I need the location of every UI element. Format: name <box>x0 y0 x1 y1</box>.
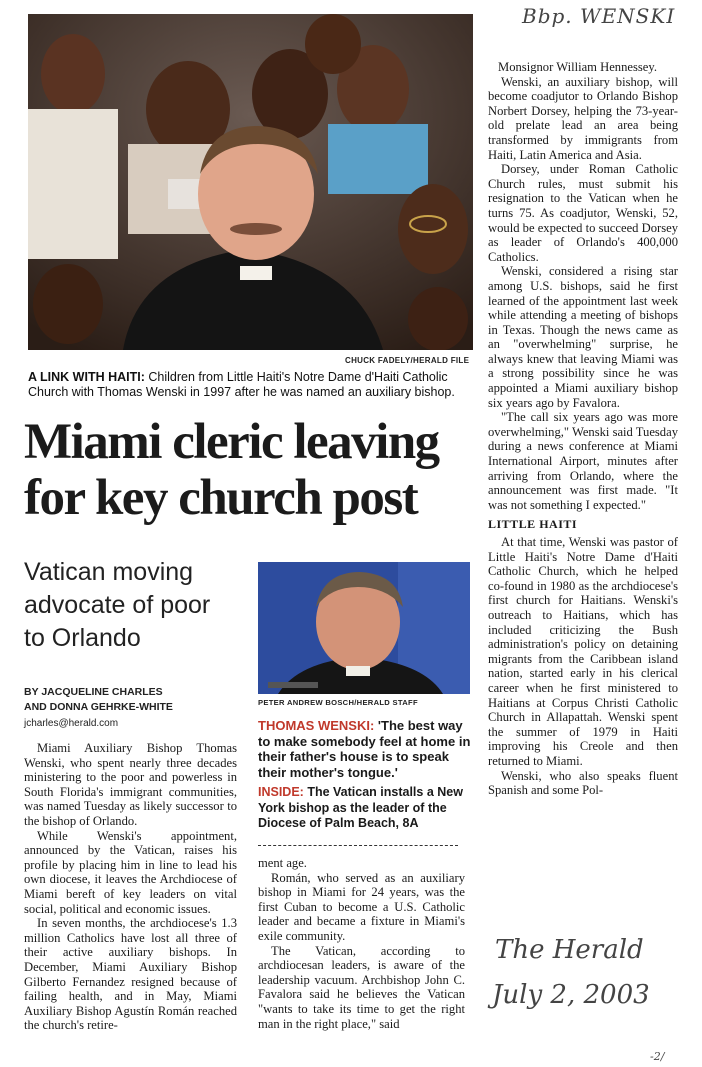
wenski-portrait-illustration <box>258 562 470 694</box>
inside-label: INSIDE: <box>258 785 304 799</box>
pull-quote-text: 'The best way to make somebody feel at home in their father's house is to speak their mother's tongue.' <box>258 718 471 780</box>
handwritten-date: July 2, 2003 <box>492 980 650 1010</box>
paragraph: Wenski, an auxiliary bishop, will become coadjutor to Orlando Bishop Norbert Dorsey, helping the 73-year-old prelate lead an area being transformed by immigrants from Haiti, Latin America and Asia. <box>488 74 678 162</box>
top-photo-credit: CHUCK FADELY/HERALD FILE <box>345 356 470 365</box>
pull-quote-name: THOMAS WENSKI: <box>258 718 375 733</box>
paragraph: Wenski, who also speaks fluent Spanish and some Pol- <box>488 768 678 798</box>
body-column-middle <box>258 856 465 1031</box>
paragraph: Monsignor William Hennessey. <box>498 60 657 74</box>
paragraph: ment age. <box>258 856 307 870</box>
subhead-line-2: advocate of poor <box>24 591 211 619</box>
byline-line-1: BY JACQUELINE CHARLES <box>24 686 163 698</box>
mid-photo-credit: PETER ANDREW BOSCH/HERALD STAFF <box>258 698 418 707</box>
paragraph: While Wenski's appointment, announced by the Vatican, raises his profile by placing him in line to lead his own diocese, it leaves the Archdiocese of Miami bereft of key leaders on vital social, political and economic issues. <box>24 828 237 916</box>
body-column-left <box>24 741 237 1033</box>
children-photo <box>28 14 473 350</box>
subhead-line-1: Vatican moving <box>24 558 194 586</box>
dashed-divider <box>258 845 458 846</box>
inside-note <box>258 785 473 832</box>
paragraph: Dorsey, under Roman Catholic Church rules, must submit his resignation to the Vatican when he turns 75. As coadjutor, Wenski, 52, would be expected to succeed Dorsey as leader of Orlando's 400,000 Catholics. <box>488 162 678 264</box>
headline <box>24 414 439 526</box>
handwritten-top-note: Bbp. WENSKI <box>522 4 676 28</box>
handwritten-newspaper: The Herald <box>495 935 644 965</box>
inside-text: The Vatican installs a New York bishop as the leader of the Diocese of Palm Beach, 8A <box>258 785 463 830</box>
paragraph: Román, who served as an auxiliary bishop in Miami for 24 years, was the first Cuban to become a U.S. Catholic leader and became a fixture in Miami's exile community. <box>258 870 465 943</box>
body-column-right <box>488 60 678 798</box>
headline-line-2: for key church post <box>24 470 418 526</box>
headline-line-1: Miami cleric leaving <box>24 414 439 470</box>
caption-text: Children from Little Haiti's Notre Dame d'Haiti Catholic Church with Thomas Wenski in 1997 after he was named an auxiliary bishop. <box>28 370 455 399</box>
top-photo-caption <box>28 370 474 400</box>
section-heading: LITTLE HAITI <box>488 517 578 532</box>
handwritten-corner-mark: -2/ <box>650 1050 665 1063</box>
byline <box>24 685 173 715</box>
children-photo-illustration <box>28 14 473 350</box>
paragraph: Miami Auxiliary Bishop Thomas Wenski, who spent nearly three decades ministering to the poor and powerless in South Florida's immigrant communities, was named Tuesday as likely successor to the bishop of Orlando. <box>24 741 237 828</box>
wenski-portrait <box>258 562 470 694</box>
subhead-line-3: to Orlando <box>24 624 141 652</box>
paragraph: In seven months, the archdiocese's 1.3 million Catholics have lost all three of their active auxiliary bishops. In December, Miami Auxiliary Bishop Gilberto Fernandez resigned because of failing health, and in May, Miami Auxiliary Bishop Agustín Román reached the church's retire- <box>24 916 237 1033</box>
paragraph: "The call six years ago was more overwhelming," Wenski said Tuesday during a news conference at Miami International Airport, minutes after arriving from Orlando, where the announcement was first made. "It was not something I expected." <box>488 410 678 512</box>
paragraph: At that time, Wenski was pastor of Little Haiti's Notre Dame d'Haiti Catholic Church, which he helped co-found in 1980 as the archdiocese's first church for Haitians. Wenski's outreach to Haitians, which has included criticizing the Bush administration's policy on detaining migrants from the Caribbean island nation, started early in his clerical career when he first ministered to Haitians at Corpus Christi Catholic Church in Allapattah. Wenski spent the summer of 1979 in Haiti improving his Creole and then returned to Miami. <box>488 535 678 768</box>
pull-quote <box>258 718 473 780</box>
subhead <box>24 556 210 655</box>
caption-lead: A LINK WITH HAITI: <box>28 370 145 384</box>
paragraph: Wenski, considered a rising star among U.S. bishops, said he first learned of the appointment last week while attending a meeting of bishops in Texas. Though the news came as an "overwhelming" surprise, he always knew that leaving Miami was a strong possibility since he was appointed a Miami auxiliary bishop six years ago by Favalora. <box>488 264 678 410</box>
paragraph: The Vatican, according to archdiocesan leaders, is aware of the leadership vacuum. Archbishop John C. Favalora said he believes the Vatican "wants to take its time to get the right man in the right place," said <box>258 943 465 1031</box>
byline-line-2: AND DONNA GEHRKE-WHITE <box>24 701 173 713</box>
byline-email: jcharles@herald.com <box>24 718 119 729</box>
